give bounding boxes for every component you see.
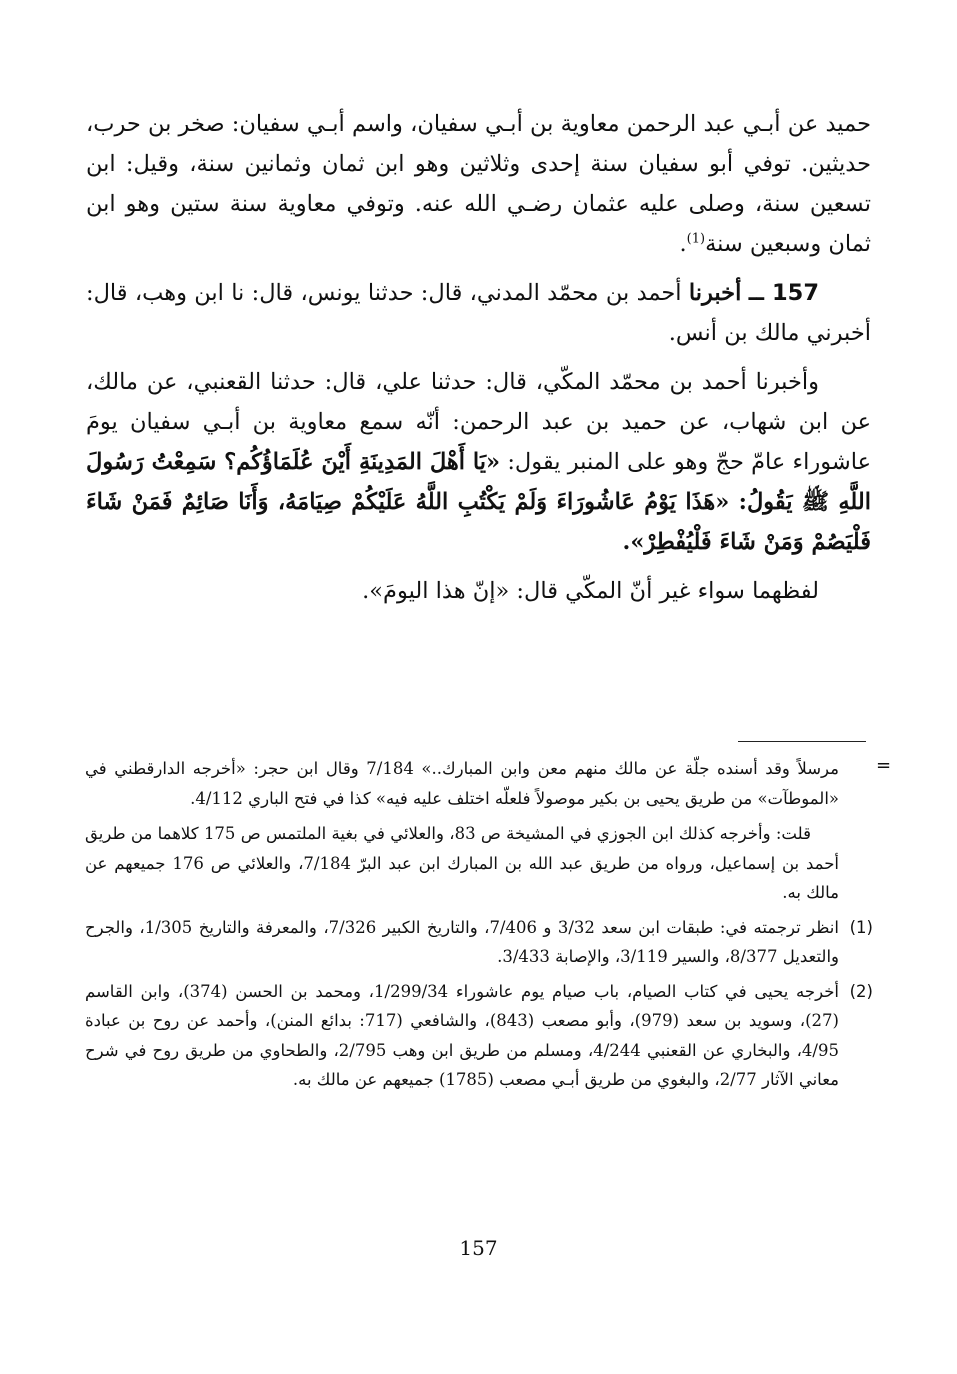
footnote-1 — [85, 913, 873, 972]
paragraph-text: حميد عن أبـي عبد الرحمن معاوية بن أبـي سفيان، واسم أبـي سفيان: صخر بن حرب، حديثين. توفي أبو سفيان سنة إحدى وثلاثين وهو ابن ثمان وثمانين سنة، وقيل: ابن تسعين سنة، وصلى عليه عثمان رضـي الله عنه. وتوفي معاوية سنة ستين وهو ابن ثمان وسبعين سنة — [86, 111, 871, 257]
footnote-1-marker: (1) — [849, 917, 873, 937]
hadith-wording-note — [86, 571, 871, 611]
footnote-comment: قلت: وأخرجه كذلك ابن الجوزي في المشيخة ص 83، والعلائي في بغية الملتمس ص 175 كلاهما من طريق أحمد بن إسماعيل، ورواه من طريق عبد الله بن المبارك ابن عبد البرّ 7/184، والعلائي ص 176 جميعهم عن مالك به. — [85, 824, 839, 902]
footnotes — [85, 754, 873, 1095]
footnote-2 — [85, 977, 873, 1095]
hadith-number: 157 ــ — [748, 280, 819, 306]
footnote-2-marker: (2) — [849, 981, 873, 1001]
paragraph-end: . — [679, 231, 687, 257]
footnote-separator — [738, 741, 866, 742]
hadith-isnad-text: أحمد بن محمّد المدني، قال: حدثنا يونس، قال: نا ابن وهب، قال: أخبرني مالك بن أنس. — [86, 280, 871, 346]
hadith-second-isnad — [86, 362, 871, 562]
hadith-157-isnad — [86, 273, 871, 353]
hadith-matn: «يَا أَهْلَ المَدِينَةِ أَيْنَ عُلَمَاؤُكُم؟ سَمِعْتُ رَسُولَ اللَّهِ ﷺ يَقُولُ: «هَذَا يَوْمُ عَاشُورَاءَ وَلَمْ يَكْتُبِ اللَّهُ عَلَيْكُمْ صِيَامَهُ، وَأَنَا صَائِمٌ فَمَنْ شَاءَ فَلْيَصُمْ وَمَنْ شَاءَ فَلْيُفْطِرْ». — [86, 449, 871, 555]
page-number: 157 — [459, 1236, 498, 1260]
hadith-text: وأخبرنا أحمد بن محمّد المكّي، قال: حدثنا علي، قال: حدثنا القعنبي، عن مالك، عن ابن شهاب، عن حميد بن عبد الرحمن: أنّه سمع معاوية بن أبـي سفيان يومَ عاشوراء عامّ حجّ وهو على المنبر يقول: — [86, 369, 872, 475]
footnote-2-text: أخرجه يحيى في كتاب الصيام، باب صيام يوم عاشوراء 1/299/34، ومحمد بن الحسن (374)، وابن القاسم (27)، وسويد بن سعد (979)، وأبو مصعب (843)، والشافعي (717: بدائع المنن)، وأحمد عن روح بن عبادة 4/95، والبخاري عن القعنبي 4/244، ومسلم من طريق ابن وهب 2/795، والطحاوي من طريق روح في شرح معاني الآثار 2/77، والبغوي من طريق أبـي مصعب (1785) جميعهم عن مالك به. — [85, 981, 839, 1089]
hadith-lead-word: أخبرنا — [688, 280, 742, 306]
footnote-continuation-mark: = — [876, 755, 892, 776]
footnote-continuation: مرسلاً وقد أسنده جلّة عن مالك منهم معن وابن المبارك..» 7/184 وقال ابن حجر: «أخرجه الدارقطني في «الموطآت» من طريق يحيى بن بكير موصولاً فلعلّه اختلف عليه فيه» كذا في فتح الباري 4/112. — [85, 759, 839, 808]
wording-note-text: لفظهما سواء غير أنّ المكّي قال: «إنّ هذا اليومَ». — [362, 578, 819, 604]
footnote-ref-1[interactable]: (1) — [686, 231, 706, 247]
paragraph-narrator-bio — [86, 104, 871, 264]
main-text — [86, 104, 871, 620]
footnote-1-text: انظر ترجمته في: طبقات ابن سعد 3/32 و 7/406، والتاريخ الكبير 7/326، والمعرفة والتاريخ 1/305، والجرح والتعديل 8/377، والسير 3/119، والإصابة 3/433. — [85, 917, 839, 966]
